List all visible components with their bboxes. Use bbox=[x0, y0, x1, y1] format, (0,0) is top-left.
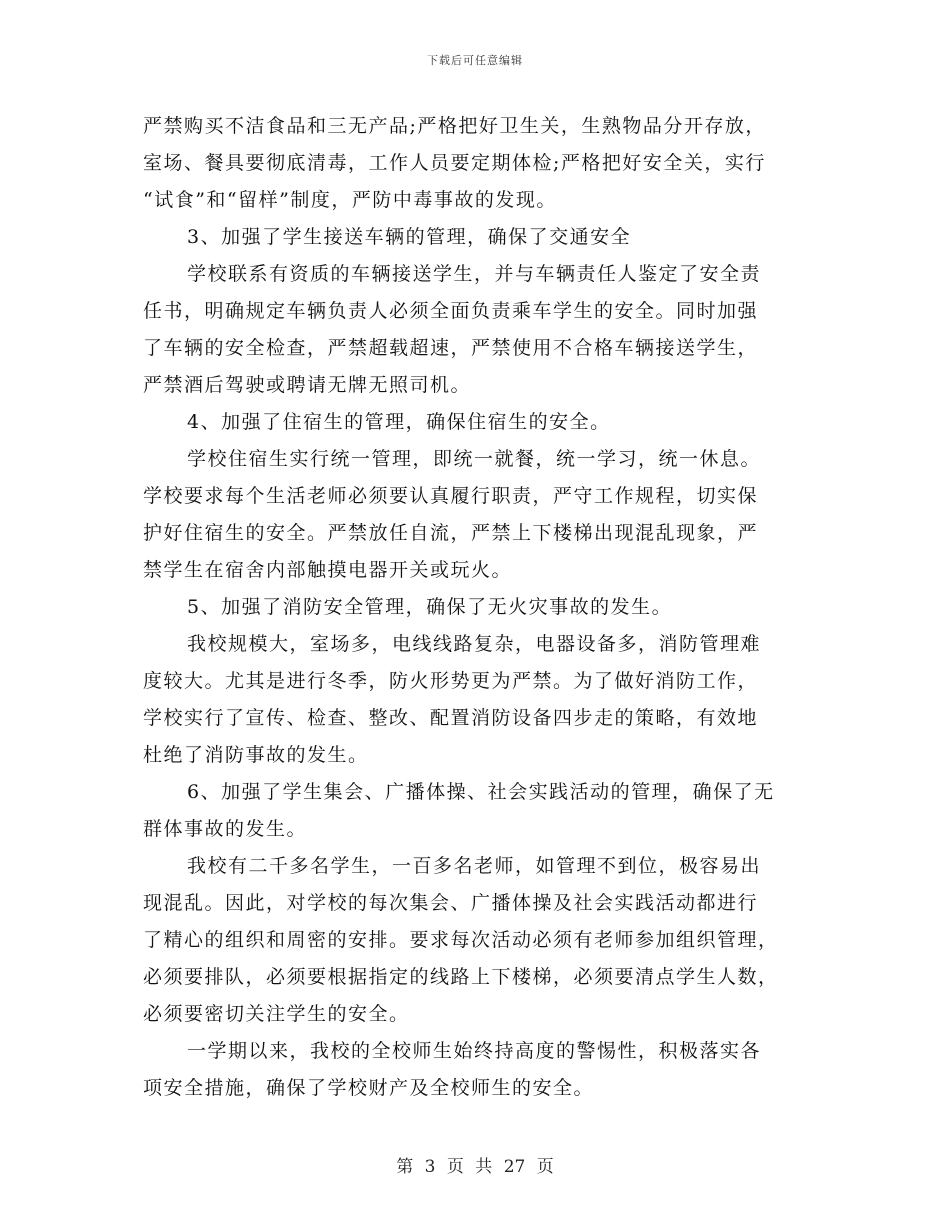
text-line: 必须要排队，必须要根据指定的线路上下楼梯，必须要清点学生人数， bbox=[143, 966, 779, 988]
text-line: 室场、餐具要彻底清毒，工作人员要定期体检;严格把好安全关，实行 bbox=[143, 152, 766, 174]
text-line: 5、加强了消防安全管理，确保了无火灾事故的发生。 bbox=[187, 596, 673, 618]
text-line: 了车辆的安全检查，严禁超载超速，严禁使用不合格车辆接送学生， bbox=[143, 337, 759, 359]
text-line: 3、加强了学生接送车辆的管理，确保了交通安全 bbox=[187, 226, 632, 248]
text-line: 了精心的组织和周密的安排。要求每次活动必须有老师参加组织管理， bbox=[143, 929, 779, 951]
text-line: 学校住宿生实行统一管理，即统一就餐，统一学习，统一休息。 bbox=[187, 448, 762, 470]
text-line: 群体事故的发生。 bbox=[143, 818, 308, 840]
text-line: 学校实行了宣传、检查、整改、配置消防设备四步走的策略，有效地 bbox=[143, 707, 759, 729]
header-note: 下载后可任意编辑 bbox=[427, 54, 523, 67]
text-line: 我校规模大，室场多，电线线路复杂，电器设备多，消防管理难 bbox=[187, 633, 762, 655]
text-line: 一学期以来，我校的全校师生始终持高度的警惕性，积极落实各 bbox=[187, 1040, 762, 1062]
text-line: 项安全措施，确保了学校财产及全校师生的安全。 bbox=[143, 1077, 595, 1099]
text-line: 4、加强了住宿生的管理，确保住宿生的安全。 bbox=[187, 411, 611, 433]
text-line: 杜绝了消防事故的发生。 bbox=[143, 744, 369, 766]
document-body bbox=[143, 108, 811, 1107]
text-line: 学校联系有资质的车辆接送学生，并与车辆责任人鉴定了安全责 bbox=[187, 263, 762, 285]
text-line: 我校有二千多名学生，一百多名老师，如管理不到位，极容易出 bbox=[187, 855, 762, 877]
text-line: 严禁购买不洁食品和三无产品;严格把好卫生关，生熟物品分开存放， bbox=[143, 115, 766, 137]
text-line: 度较大。尤其是进行冬季，防火形势更为严禁。为了做好消防工作， bbox=[143, 670, 759, 692]
text-line: 6、加强了学生集会、广播体操、社会实践活动的管理，确保了无 bbox=[187, 781, 775, 803]
text-line: 现混乱。因此，对学校的每次集会、广播体操及社会实践活动都进行 bbox=[143, 892, 759, 914]
text-line: 护好住宿生的安全。严禁放任自流，严禁上下楼梯出现混乱现象，严 bbox=[143, 522, 759, 544]
text-line: 严禁酒后驾驶或聘请无牌无照司机。 bbox=[143, 374, 472, 396]
text-line: 任书，明确规定车辆负责人必须全面负责乘车学生的安全。同时加强 bbox=[143, 300, 759, 322]
text-line: 学校要求每个生活老师必须要认真履行职责，严守工作规程，切实保 bbox=[143, 485, 759, 507]
text-line: “试食”和“留样”制度，严防中毒事故的发现。 bbox=[143, 189, 557, 211]
text-line: 禁学生在宿舍内部触摸电器开关或玩火。 bbox=[143, 559, 513, 581]
text-line: 必须要密切关注学生的安全。 bbox=[143, 1003, 410, 1025]
page-footer: 第 3 页 共 27 页 bbox=[396, 1157, 554, 1177]
